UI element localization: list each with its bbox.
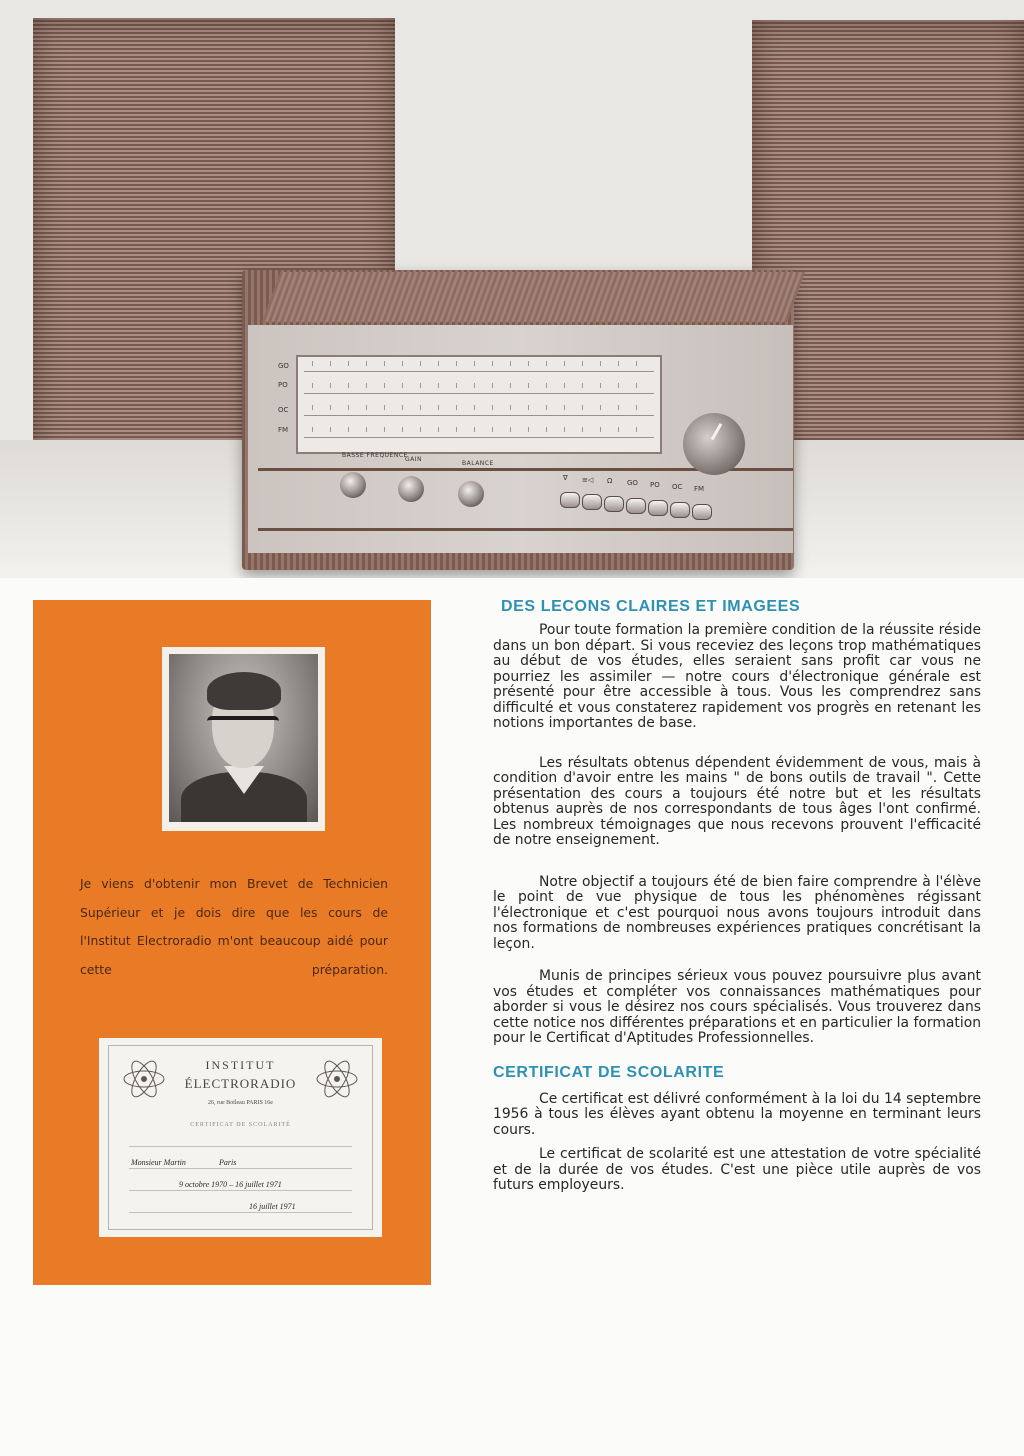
push-button (626, 498, 646, 514)
band-label-po: PO (278, 381, 288, 389)
paragraph: Ce certificat est délivré conformément à la loi du 14 septembre 1956 à tous les élèves ayant obtenu la moyenne en terminant leurs cours. (493, 1090, 981, 1138)
certificate-address: 26, rue Boileau PARIS 16e (208, 1100, 273, 1106)
paragraph: Le certificat de scolarité est une attestation de votre spécialité et de la durée de vos études. C'est une pièce utile auprès de vos futurs employeurs. (493, 1146, 981, 1193)
testimonial-quote: Je viens d'obtenir mon Brevet de Technicien Supérieur et je dois dire que les cours de l'Institut Electroradio m'ont beaucoup aidé pour cette préparation. (80, 876, 388, 977)
band-label-fm: FM (278, 426, 289, 434)
band-label-go: GO (278, 362, 289, 370)
tuning-dial-window (296, 355, 662, 454)
button-label: Ω (607, 477, 613, 485)
certificate-end-date: 16 juillet 1971 (249, 1202, 296, 1211)
paragraph: Munis de principes sérieux vous pouvez poursuivre plus avant vos études et compléter vos connaissances mathématiques pour aborder si vous le désirez nos cours spécialisés. Vous trouverez dans cette notice nos différentes préparations et en particulier la formation pour le Certificat d'Aptitudes Professionnelles. (493, 968, 981, 1046)
paragraph: Pour toute formation la première condition de la réussite réside dans un bon départ. Si vous receviez des leçons trop mathématiques au début de vos études, elles seraient sans profit car vous ne pourriez les assimiler — notre cours d'électronique générale est présenté pour être accessible à tous. Vous les comprendrez sans difficulté et vous constaterez rapidement vos progrès en retenant les notions importantes de base. (493, 622, 981, 731)
certificate-institute-name: ÉLECTRORADIO (184, 1076, 297, 1091)
button-label: PO (650, 481, 660, 489)
button-label: OC (672, 483, 683, 491)
knob-label-balance: BALANCE (462, 460, 494, 467)
balance-knob (458, 481, 484, 507)
paragraph: Notre objectif a toujours été de bien faire comprendre à l'élève le point de vue physique de tous les phénomènes régissant l'électronique et c'est pourquoi nous avons toujours introduit dans nos formations de nombreuses expériences pratiques concrétisant la leçon. (493, 873, 981, 952)
gain-knob (398, 476, 424, 502)
certificate-image (99, 1038, 382, 1237)
certificate-heading: CERTIFICAT DE SCOLARITÉ (190, 1122, 291, 1128)
section-title-certificate: CERTIFICAT DE SCOLARITE (493, 1063, 725, 1081)
certificate-city: Paris (219, 1158, 237, 1167)
knob-label-gain: GAIN (405, 456, 423, 463)
bass-knob (340, 472, 366, 498)
front-trim-stripe (258, 528, 793, 531)
button-label: ≡◁ (582, 476, 594, 484)
student-portrait (162, 647, 325, 831)
knob-label-bass: BASSE FREQUENCE (342, 452, 408, 459)
tuning-knob (683, 413, 745, 475)
button-label: ∇ (563, 474, 568, 482)
certificate-institute-word: INSTITUT (205, 1058, 276, 1072)
push-button (560, 492, 580, 508)
section-title-lessons: DES LECONS CLAIRES ET IMAGEES (501, 598, 801, 615)
paragraph: Les résultats obtenus dépendent évidemment de vous, mais à condition d'avoir entre les mains " de bons outils de travail ". Cette présentation des cours a toujours été notre but et les résultats obtenus auprès de nos correspondants de tous âges l'ont confirmé. Les nombreux témoignages que nous recevons prouvent l'efficacité de notre enseignement. (493, 754, 981, 848)
push-button (604, 496, 624, 512)
push-button (582, 494, 602, 510)
certificate-student-name: Monsieur Martin (131, 1158, 186, 1167)
button-label: FM (694, 485, 705, 493)
push-button (692, 504, 712, 520)
product-photo (0, 0, 1024, 578)
push-button (648, 500, 668, 516)
radio-cabinet-top (262, 272, 805, 322)
button-label: GO (627, 479, 638, 487)
band-label-oc: OC (278, 406, 289, 414)
body-text-column (493, 598, 981, 1194)
push-button (670, 502, 690, 518)
certificate-dates: 9 octobre 1970 – 16 juillet 1971 (179, 1180, 282, 1189)
